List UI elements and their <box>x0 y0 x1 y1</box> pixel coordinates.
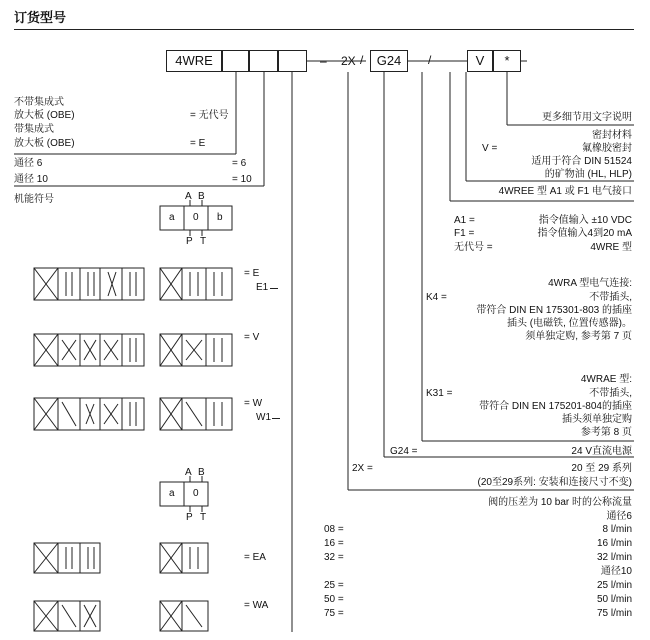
label-amp-obe-1: 放大板 (OBE) <box>14 110 75 121</box>
code-2x: 2X <box>341 54 356 68</box>
page-title: 订货型号 <box>14 10 67 25</box>
flow-32-value: 32 l/min <box>596 552 632 563</box>
valve-symbol-e <box>34 268 232 300</box>
sym-w: = W <box>244 398 263 409</box>
code-dash: – <box>320 54 327 68</box>
label-no-integrated: 不带集成式 <box>14 97 64 108</box>
a1-value: 指令值输入 ±10 VDC <box>538 215 632 226</box>
flow-25-label: 25 = <box>324 580 344 591</box>
valve-symbol-v <box>34 334 232 366</box>
k4-label: K4 = <box>426 292 447 303</box>
port-t-2: T <box>200 512 207 523</box>
label-nd6: 通径 6 <box>14 158 43 169</box>
flow-50-value: 50 l/min <box>596 594 632 605</box>
seal-v-eq: V = <box>482 143 498 154</box>
code-4wre: 4WRE <box>166 50 222 72</box>
port-p: P <box>186 236 193 247</box>
value-e: = E <box>190 138 206 149</box>
sym-e: = E <box>244 268 260 279</box>
flow-75-value: 75 l/min <box>596 608 632 619</box>
series-note: (20至29系列: 安装和连接尺寸不变) <box>477 477 632 488</box>
seal-line2: 适用于符合 DIN 51524 <box>531 156 632 167</box>
sym-wa: = WA <box>244 600 269 611</box>
sym-v: = V <box>244 332 260 343</box>
value-nd10: = 10 <box>232 174 252 185</box>
flow-32-label: 32 = <box>324 552 344 563</box>
port-a-2: A <box>185 467 192 478</box>
k4-line3: 插头 (电磁铁, 位置传感器)。 <box>507 318 632 329</box>
flow-08-label: 08 = <box>324 524 344 535</box>
flow-25-value: 25 l/min <box>596 580 632 591</box>
flow-nd6: 通径6 <box>606 511 632 522</box>
value-nd6: = 6 <box>232 158 247 169</box>
code-star: * <box>493 50 521 72</box>
sym-e1: E1 <box>256 282 269 293</box>
port-b: B <box>198 191 205 202</box>
label-symbols: 机能符号 <box>14 194 54 205</box>
interface-title: 4WREE 型 A1 或 F1 电气接口 <box>498 186 632 197</box>
flow-08-value: 8 l/min <box>602 524 632 535</box>
series-label: 2X = <box>352 463 373 474</box>
label-amp-obe-2: 放大板 (OBE) <box>14 138 75 149</box>
wra-title: 4WRA 型电气连接: <box>548 278 632 289</box>
value-no-code: = 无代号 <box>190 110 229 121</box>
valve-symbol-ea <box>34 543 208 573</box>
pos-0-2: 0 <box>193 488 199 499</box>
series-value: 20 至 29 系列 <box>571 463 632 474</box>
g24-value: 24 V直流电源 <box>571 446 632 457</box>
flow-50-label: 50 = <box>324 594 344 605</box>
pos-0: 0 <box>193 212 199 223</box>
port-b-2: B <box>198 467 205 478</box>
seal-title: 密封材料 <box>592 130 632 141</box>
seal-line3: 的矿物油 (HL, HLP) <box>544 169 632 180</box>
code-slash2: / <box>428 53 432 67</box>
nocode-label: 无代号 = <box>454 242 493 253</box>
k31-line3: 插头须单独定购 <box>562 414 632 425</box>
wrae-title: 4WRAE 型: <box>580 374 632 385</box>
nocode-value: 4WRE 型 <box>590 242 632 253</box>
flow-75-label: 75 = <box>324 608 344 619</box>
seal-line1: 氟橡胶密封 <box>582 143 632 154</box>
k4-line1: 不带插头, <box>589 292 632 303</box>
code-slash1: / <box>360 53 364 67</box>
port-a: A <box>185 191 192 202</box>
flow-title: 阀的压差为 10 bar 时的公称流量 <box>488 497 632 508</box>
further-details: 更多细节用文字说明 <box>542 112 632 123</box>
sym-ea: = EA <box>244 552 266 563</box>
label-nd10: 通径 10 <box>14 174 48 185</box>
w1-dash <box>272 418 280 419</box>
a1-label: A1 = <box>454 215 475 226</box>
e1-dash <box>270 288 278 289</box>
k31-line2: 带符合 DIN EN 175201-804的插座 <box>479 401 632 412</box>
k4-line2: 带符合 DIN EN 175301-803 的插座 <box>476 305 632 316</box>
valve-symbol-w <box>34 398 232 430</box>
port-p-2: P <box>186 512 193 523</box>
f1-value: 指令值输入4到20 mA <box>537 228 632 239</box>
k31-label: K31 = <box>426 388 453 399</box>
k31-line4: 参考第 8 页 <box>580 427 632 438</box>
code-g24: G24 <box>370 50 408 72</box>
pos-a-2: a <box>169 488 175 499</box>
flow-16-label: 16 = <box>324 538 344 549</box>
pos-b: b <box>217 212 223 223</box>
k4-line4: 须单独定购, 参考第 7 页 <box>525 331 632 342</box>
label-with-integrated: 带集成式 <box>14 124 54 135</box>
code-v: V <box>467 50 493 72</box>
g24-label: G24 = <box>390 446 418 457</box>
k31-line1: 不带插头, <box>589 388 632 399</box>
port-t: T <box>200 236 207 247</box>
flow-nd10: 通径10 <box>600 566 632 577</box>
valve-symbol-wa <box>34 601 208 631</box>
symbol-2pos <box>160 476 208 512</box>
sym-w1: W1 <box>256 412 271 423</box>
flow-16-value: 16 l/min <box>596 538 632 549</box>
pos-a: a <box>169 212 175 223</box>
f1-label: F1 = <box>454 228 475 239</box>
